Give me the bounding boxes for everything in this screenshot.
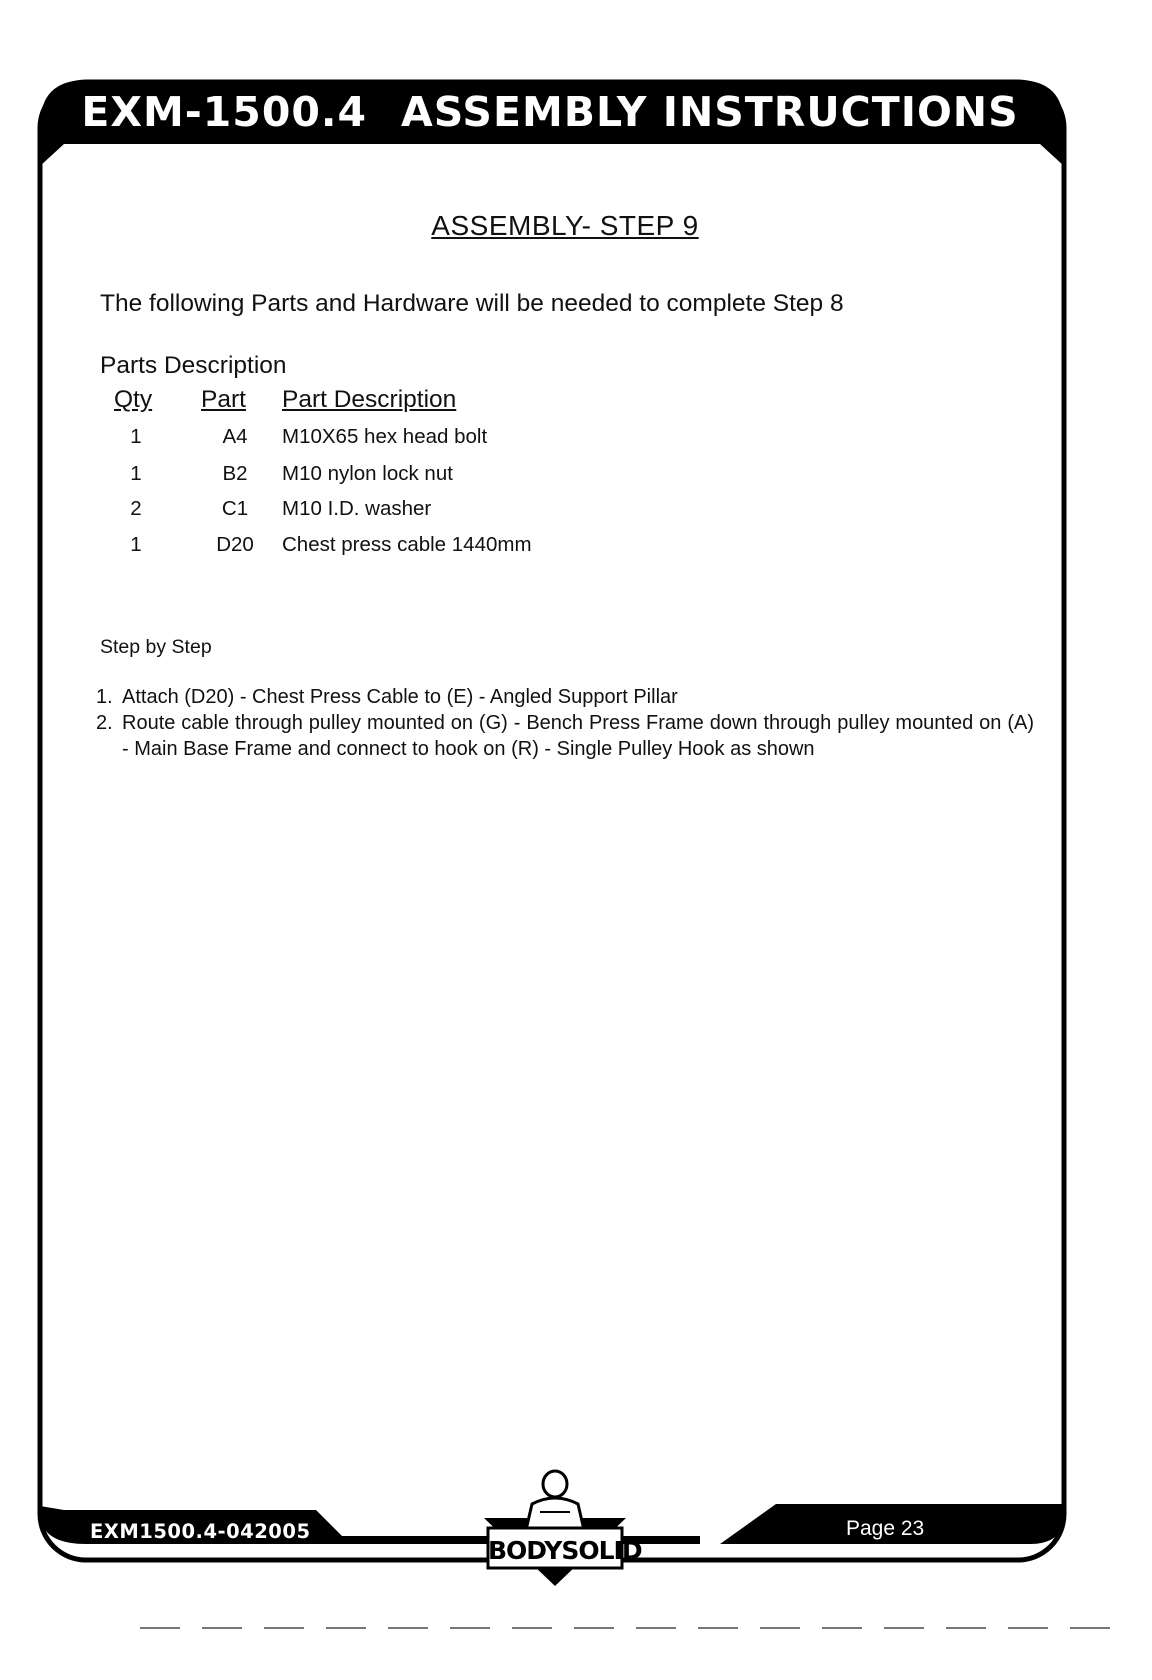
row-description: Chest press cable 1440mm [282,533,532,556]
step-text: Route cable through pulley mounted on (G) - Bench Press Frame down through pulley mounted on (A) - Main Base Frame and connect to hook on (R) - Single Pulley Hook as shown [122,712,1034,760]
row-qty: 1 [130,425,142,448]
row-qty: 1 [130,462,142,485]
row-qty: 2 [130,497,142,520]
intro-text: The following Parts and Hardware will be needed to complete Step 8 [100,290,844,317]
row-qty: 1 [130,533,142,556]
table-row [0,462,700,492]
header-title: ASSEMBLY INSTRUCTIONS [401,88,1019,136]
column-header-part: Part [201,386,246,413]
step-by-step-heading: Step by Step [100,636,212,658]
page-header [40,84,1060,140]
logo-text: BODYSOLID [488,1536,642,1565]
table-row [0,497,700,527]
step-title: ASSEMBLY- STEP 9 [431,210,699,241]
step-number: 2. [96,712,113,734]
row-description: M10X65 hex head bolt [282,425,488,448]
table-row [0,533,700,563]
document-code: EXM1500.4-042005 [90,1520,311,1543]
model-number: EXM-1500.4 [81,88,367,136]
body-solid-logo [480,1468,642,1588]
list-item [96,684,1034,710]
list-item [96,710,1034,762]
column-header-description: Part Description [282,386,457,413]
row-part: C1 [221,497,249,520]
step-text: Attach (D20) - Chest Press Cable to (E) - Angled Support Pillar [122,686,678,708]
row-description: M10 I.D. washer [282,497,432,520]
step-number: 1. [96,686,113,708]
row-description: M10 nylon lock nut [282,462,453,485]
row-part: D20 [216,533,254,556]
row-part: A4 [222,425,248,448]
parts-heading: Parts Description [100,352,287,379]
column-header-qty: Qty [114,386,153,413]
row-part: B2 [222,462,248,485]
table-row [0,425,700,455]
page-number: Page 23 [846,1517,925,1540]
step-list [96,684,1034,762]
